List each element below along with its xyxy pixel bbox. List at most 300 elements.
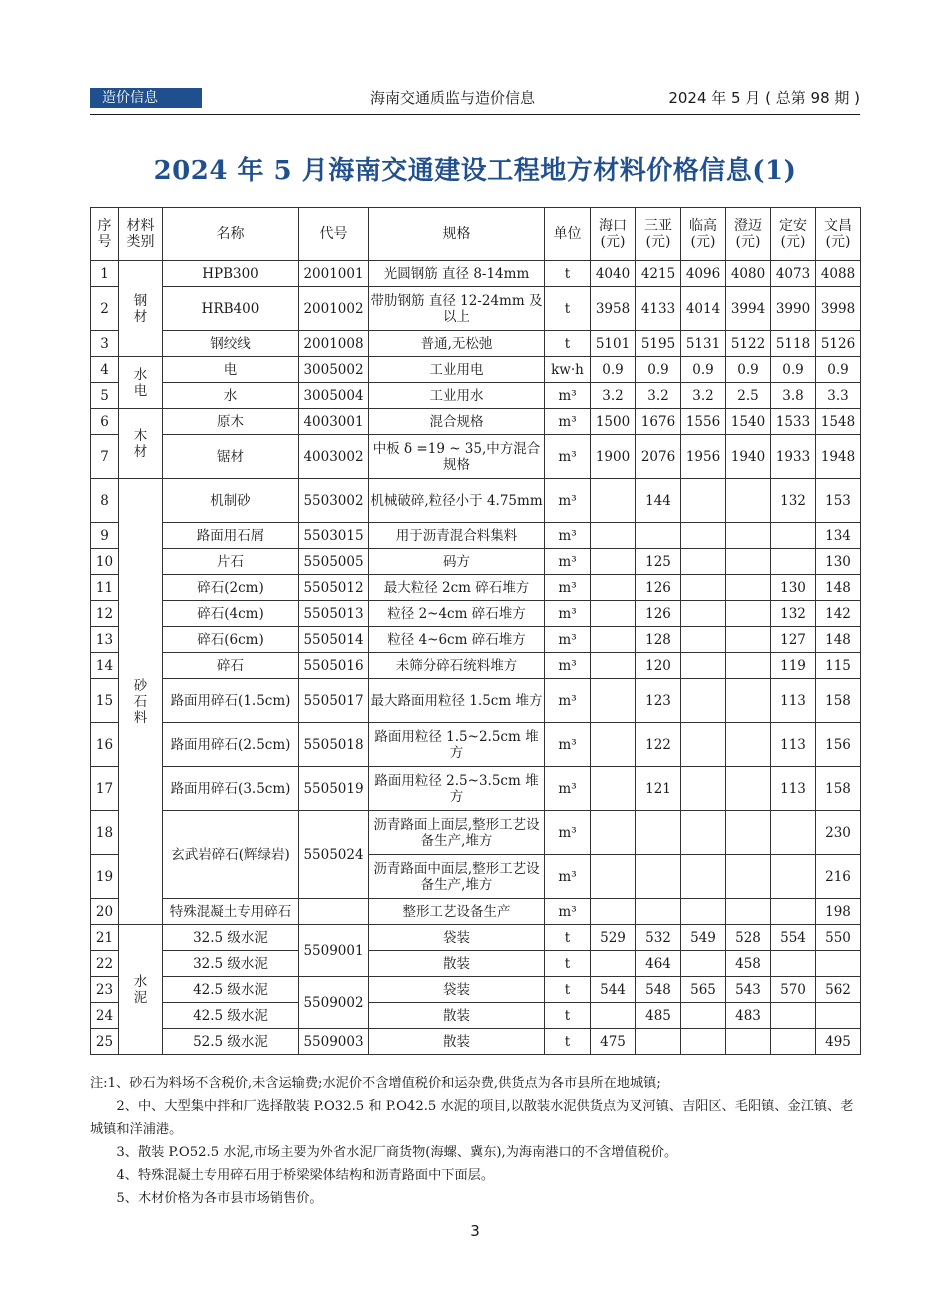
row-name: 碎石	[163, 653, 299, 679]
row-spec: 散装	[369, 1003, 545, 1029]
price-lingao	[681, 855, 726, 899]
price-haikou: 544	[591, 977, 636, 1003]
table-row	[91, 811, 861, 855]
row-code: 5505019	[299, 767, 369, 811]
price-sanya: 128	[636, 627, 681, 653]
row-spec: 光圆钢筋 直径 8-14mm	[369, 261, 545, 287]
category-char: 料	[133, 709, 148, 726]
price-dingan: 113	[771, 767, 816, 811]
price-lingao: 4096	[681, 261, 726, 287]
row-seq: 13	[91, 627, 119, 653]
price-wenchang: 230	[816, 811, 861, 855]
row-name: HRB400	[163, 287, 299, 331]
header-unit: 单位	[545, 208, 591, 261]
table-row	[91, 287, 861, 331]
price-sanya: 3.2	[636, 383, 681, 409]
price-wenchang: 153	[816, 479, 861, 523]
category-cell	[119, 409, 163, 479]
row-seq: 19	[91, 855, 119, 899]
section-tag: 造价信息	[90, 88, 202, 108]
price-dingan: 127	[771, 627, 816, 653]
price-lingao	[681, 479, 726, 523]
row-unit: t	[545, 977, 591, 1003]
price-dingan: 113	[771, 723, 816, 767]
price-dingan: 0.9	[771, 357, 816, 383]
price-chengmai	[726, 523, 771, 549]
row-spec: 沥青路面中面层,整形工艺设备生产,堆方	[369, 855, 545, 899]
row-name: 路面用碎石(3.5cm)	[163, 767, 299, 811]
price-lingao	[681, 1029, 726, 1055]
page-number: 3	[470, 1222, 480, 1240]
row-unit: t	[545, 1003, 591, 1029]
header-spec: 规格	[369, 208, 545, 261]
price-haikou: 475	[591, 1029, 636, 1055]
header-city-lingao: 临高 (元)	[681, 208, 726, 261]
row-seq: 20	[91, 899, 119, 925]
price-chengmai: 458	[726, 951, 771, 977]
price-chengmai	[726, 811, 771, 855]
row-spec: 袋装	[369, 925, 545, 951]
price-wenchang: 148	[816, 627, 861, 653]
price-chengmai: 1940	[726, 435, 771, 479]
price-sanya: 5195	[636, 331, 681, 357]
price-sanya: 121	[636, 767, 681, 811]
row-name: 碎石(2cm)	[163, 575, 299, 601]
price-haikou	[591, 479, 636, 523]
row-name: 碎石(4cm)	[163, 601, 299, 627]
price-sanya: 0.9	[636, 357, 681, 383]
price-dingan	[771, 951, 816, 977]
note-4: 4、特殊混凝土专用碎石用于桥梁梁体结构和沥青路面中下面层。	[116, 1168, 495, 1183]
row-spec: 沥青路面上面层,整形工艺设备生产,堆方	[369, 811, 545, 855]
row-unit: m³	[545, 723, 591, 767]
price-sanya	[636, 811, 681, 855]
price-lingao: 4014	[681, 287, 726, 331]
row-unit: m³	[545, 383, 591, 409]
row-spec: 普通,无松弛	[369, 331, 545, 357]
price-haikou	[591, 523, 636, 549]
price-haikou	[591, 951, 636, 977]
price-dingan	[771, 855, 816, 899]
row-name: 路面用碎石(2.5cm)	[163, 723, 299, 767]
price-lingao	[681, 627, 726, 653]
row-code: 4003002	[299, 435, 369, 479]
price-sanya: 1676	[636, 409, 681, 435]
row-code: 5505016	[299, 653, 369, 679]
row-name: 路面用碎石(1.5cm)	[163, 679, 299, 723]
price-lingao	[681, 899, 726, 925]
price-sanya: 464	[636, 951, 681, 977]
header-code: 代号	[299, 208, 369, 261]
price-wenchang: 216	[816, 855, 861, 899]
price-sanya: 126	[636, 601, 681, 627]
price-wenchang: 158	[816, 679, 861, 723]
category-char: 水	[133, 366, 148, 383]
row-unit: m³	[545, 653, 591, 679]
row-unit: m³	[545, 855, 591, 899]
row-seq: 17	[91, 767, 119, 811]
row-name: 原木	[163, 409, 299, 435]
price-lingao	[681, 549, 726, 575]
row-code: 5505012	[299, 575, 369, 601]
category-char: 木	[133, 427, 148, 444]
price-wenchang: 495	[816, 1029, 861, 1055]
row-code: 5509002	[299, 977, 369, 1029]
price-wenchang: 1548	[816, 409, 861, 435]
price-sanya	[636, 855, 681, 899]
row-seq: 4	[91, 357, 119, 383]
price-dingan: 570	[771, 977, 816, 1003]
price-table	[90, 207, 861, 1055]
row-unit: m³	[545, 479, 591, 523]
table-row	[91, 331, 861, 357]
price-lingao	[681, 601, 726, 627]
price-dingan: 132	[771, 601, 816, 627]
row-seq: 23	[91, 977, 119, 1003]
row-code: 2001002	[299, 287, 369, 331]
price-lingao	[681, 1003, 726, 1029]
category-char: 水	[133, 973, 148, 990]
note-3: 3、散装 P.O52.5 水泥,市场主要为外省水泥厂商货物(海螺、冀东),为海南港口的不含增值税价。	[116, 1145, 678, 1160]
price-sanya: 120	[636, 653, 681, 679]
row-spec: 最大路面用粒径 1.5cm 堆方	[369, 679, 545, 723]
category-char: 电	[133, 382, 148, 399]
price-haikou: 3958	[591, 287, 636, 331]
price-sanya: 4133	[636, 287, 681, 331]
row-spec: 路面用粒径 1.5~2.5cm 堆方	[369, 723, 545, 767]
price-wenchang	[816, 1003, 861, 1029]
row-seq: 25	[91, 1029, 119, 1055]
row-seq: 2	[91, 287, 119, 331]
table-row	[91, 261, 861, 287]
row-unit: t	[545, 287, 591, 331]
row-name: 42.5 级水泥	[163, 977, 299, 1003]
table-row	[91, 767, 861, 811]
row-code: 2001008	[299, 331, 369, 357]
price-wenchang: 3998	[816, 287, 861, 331]
price-haikou	[591, 679, 636, 723]
price-wenchang: 156	[816, 723, 861, 767]
row-seq: 11	[91, 575, 119, 601]
row-seq: 9	[91, 523, 119, 549]
row-seq: 7	[91, 435, 119, 479]
price-dingan	[771, 1029, 816, 1055]
row-code: 3005004	[299, 383, 369, 409]
row-unit: t	[545, 925, 591, 951]
price-dingan: 119	[771, 653, 816, 679]
row-spec: 散装	[369, 1029, 545, 1055]
table-row	[91, 951, 861, 977]
price-haikou	[591, 767, 636, 811]
price-dingan	[771, 899, 816, 925]
price-sanya	[636, 523, 681, 549]
price-sanya	[636, 899, 681, 925]
page-title: 2024 年 5 月海南交通建设工程地方材料价格信息(1)	[153, 156, 797, 186]
row-unit: m³	[545, 575, 591, 601]
price-wenchang: 1948	[816, 435, 861, 479]
row-seq: 24	[91, 1003, 119, 1029]
row-name: 锯材	[163, 435, 299, 479]
row-spec: 码方	[369, 549, 545, 575]
table-row	[91, 679, 861, 723]
price-lingao	[681, 653, 726, 679]
price-wenchang: 198	[816, 899, 861, 925]
price-sanya	[636, 1029, 681, 1055]
price-haikou	[591, 653, 636, 679]
row-unit: m³	[545, 899, 591, 925]
row-name: 钢绞线	[163, 331, 299, 357]
price-lingao: 1556	[681, 409, 726, 435]
price-dingan: 1933	[771, 435, 816, 479]
row-code: 5505017	[299, 679, 369, 723]
row-unit: m³	[545, 627, 591, 653]
price-chengmai: 3994	[726, 287, 771, 331]
row-name: 32.5 级水泥	[163, 951, 299, 977]
note-1: 注:1、砂石为料场不含税价,未含运输费;水泥价不含增值税价和运杂费,供货点为各市县所在地城镇;	[90, 1076, 661, 1091]
table-row	[91, 357, 861, 383]
row-code: 5505024	[299, 811, 369, 899]
row-unit: m³	[545, 409, 591, 435]
page-header	[90, 86, 860, 115]
price-dingan	[771, 549, 816, 575]
price-chengmai	[726, 479, 771, 523]
price-dingan: 130	[771, 575, 816, 601]
price-lingao: 1956	[681, 435, 726, 479]
row-seq: 8	[91, 479, 119, 523]
row-code: 5503002	[299, 479, 369, 523]
row-code: 5505013	[299, 601, 369, 627]
price-sanya: 123	[636, 679, 681, 723]
row-seq: 21	[91, 925, 119, 951]
row-spec: 带肋钢筋 直径 12-24mm 及以上	[369, 287, 545, 331]
row-seq: 3	[91, 331, 119, 357]
category-cell	[119, 357, 163, 409]
price-dingan	[771, 811, 816, 855]
price-chengmai: 0.9	[726, 357, 771, 383]
header-city-haikou: 海口 (元)	[591, 208, 636, 261]
price-chengmai: 2.5	[726, 383, 771, 409]
row-seq: 1	[91, 261, 119, 287]
row-unit: m³	[545, 811, 591, 855]
price-chengmai	[726, 575, 771, 601]
price-sanya: 126	[636, 575, 681, 601]
price-haikou: 1900	[591, 435, 636, 479]
price-haikou	[591, 601, 636, 627]
row-code: 5505018	[299, 723, 369, 767]
row-unit: t	[545, 1029, 591, 1055]
price-chengmai	[726, 767, 771, 811]
note-2: 2、中、大型集中拌和厂选择散装 P.O32.5 和 P.O42.5 水泥的项目,以散装水泥供货点为叉河镇、吉阳区、毛阳镇、金江镇、老城镇和洋浦港。	[90, 1099, 854, 1137]
price-wenchang: 130	[816, 549, 861, 575]
row-name: 特殊混凝土专用碎石	[163, 899, 299, 925]
row-seq: 10	[91, 549, 119, 575]
price-haikou	[591, 1003, 636, 1029]
header-city-chengmai: 澄迈 (元)	[726, 208, 771, 261]
table-row	[91, 409, 861, 435]
row-unit: m³	[545, 679, 591, 723]
table-row	[91, 383, 861, 409]
row-name: HPB300	[163, 261, 299, 287]
table-row	[91, 1029, 861, 1055]
row-spec: 未筛分碎石统料堆方	[369, 653, 545, 679]
price-haikou: 529	[591, 925, 636, 951]
price-haikou	[591, 627, 636, 653]
row-unit: t	[545, 951, 591, 977]
price-chengmai	[726, 627, 771, 653]
row-spec: 工业用水	[369, 383, 545, 409]
price-chengmai	[726, 549, 771, 575]
price-haikou	[591, 899, 636, 925]
row-name: 机制砂	[163, 479, 299, 523]
table-row	[91, 977, 861, 1003]
row-name: 32.5 级水泥	[163, 925, 299, 951]
row-code: 5505005	[299, 549, 369, 575]
price-chengmai: 483	[726, 1003, 771, 1029]
table-row	[91, 627, 861, 653]
row-unit: m³	[545, 435, 591, 479]
price-lingao	[681, 767, 726, 811]
price-wenchang: 158	[816, 767, 861, 811]
price-lingao	[681, 951, 726, 977]
price-dingan: 554	[771, 925, 816, 951]
price-dingan: 3.8	[771, 383, 816, 409]
category-cell	[119, 479, 163, 925]
price-haikou	[591, 723, 636, 767]
notes	[90, 1072, 860, 1210]
price-wenchang: 0.9	[816, 357, 861, 383]
row-name: 玄武岩碎石(辉绿岩)	[163, 811, 299, 899]
price-haikou: 4040	[591, 261, 636, 287]
category-cell	[119, 925, 163, 1055]
row-code: 5509001	[299, 925, 369, 977]
table-row	[91, 899, 861, 925]
price-chengmai: 4080	[726, 261, 771, 287]
table-row	[91, 925, 861, 951]
price-haikou	[591, 575, 636, 601]
price-wenchang: 115	[816, 653, 861, 679]
price-wenchang	[816, 951, 861, 977]
price-sanya: 532	[636, 925, 681, 951]
price-chengmai	[726, 679, 771, 723]
price-sanya: 125	[636, 549, 681, 575]
price-sanya: 548	[636, 977, 681, 1003]
price-lingao	[681, 679, 726, 723]
table-row	[91, 723, 861, 767]
price-haikou	[591, 549, 636, 575]
row-unit: kw·h	[545, 357, 591, 383]
row-seq: 14	[91, 653, 119, 679]
price-dingan	[771, 523, 816, 549]
row-spec: 整形工艺设备生产	[369, 899, 545, 925]
row-spec: 中板 δ =19 ~ 35,中方混合规格	[369, 435, 545, 479]
table-row	[91, 549, 861, 575]
category-char: 钢	[133, 292, 148, 309]
table-row	[91, 575, 861, 601]
price-dingan: 3990	[771, 287, 816, 331]
row-seq: 15	[91, 679, 119, 723]
row-spec: 最大粒径 2cm 碎石堆方	[369, 575, 545, 601]
price-dingan: 132	[771, 479, 816, 523]
price-sanya: 122	[636, 723, 681, 767]
table-row	[91, 435, 861, 479]
price-lingao	[681, 523, 726, 549]
price-haikou: 3.2	[591, 383, 636, 409]
category-char: 材	[133, 308, 148, 325]
price-wenchang: 134	[816, 523, 861, 549]
price-chengmai: 528	[726, 925, 771, 951]
issue-info: 2024 年 5 月 ( 总第 98 期 )	[668, 89, 860, 107]
price-haikou	[591, 855, 636, 899]
row-name: 电	[163, 357, 299, 383]
price-lingao	[681, 723, 726, 767]
header-seq: 序 号	[91, 208, 119, 261]
row-seq: 6	[91, 409, 119, 435]
row-seq: 16	[91, 723, 119, 767]
row-spec: 袋装	[369, 977, 545, 1003]
row-spec: 用于沥青混合料集料	[369, 523, 545, 549]
row-unit: m³	[545, 601, 591, 627]
price-lingao: 0.9	[681, 357, 726, 383]
price-lingao	[681, 811, 726, 855]
category-char: 石	[133, 693, 148, 710]
row-unit: t	[545, 261, 591, 287]
table-row	[91, 601, 861, 627]
row-code: 5505014	[299, 627, 369, 653]
category-char: 砂	[133, 677, 148, 694]
row-unit: m³	[545, 523, 591, 549]
price-lingao: 565	[681, 977, 726, 1003]
price-wenchang: 4088	[816, 261, 861, 287]
row-spec: 工业用电	[369, 357, 545, 383]
price-sanya: 485	[636, 1003, 681, 1029]
row-code: 4003001	[299, 409, 369, 435]
price-wenchang: 5126	[816, 331, 861, 357]
price-lingao: 549	[681, 925, 726, 951]
category-char: 泥	[133, 989, 148, 1006]
price-lingao	[681, 575, 726, 601]
price-chengmai	[726, 723, 771, 767]
row-code: 2001001	[299, 261, 369, 287]
price-wenchang: 148	[816, 575, 861, 601]
journal-name: 海南交通质监与造价信息	[370, 89, 536, 107]
price-lingao: 5131	[681, 331, 726, 357]
price-chengmai: 543	[726, 977, 771, 1003]
price-wenchang: 3.3	[816, 383, 861, 409]
row-code: 5503015	[299, 523, 369, 549]
row-name: 水	[163, 383, 299, 409]
row-code: 5509003	[299, 1029, 369, 1055]
row-code: 3005002	[299, 357, 369, 383]
table-row	[91, 523, 861, 549]
table-header-row	[91, 208, 861, 261]
row-code	[299, 899, 369, 925]
price-dingan: 4073	[771, 261, 816, 287]
row-name: 42.5 级水泥	[163, 1003, 299, 1029]
row-seq: 22	[91, 951, 119, 977]
table-row	[91, 653, 861, 679]
row-unit: t	[545, 331, 591, 357]
header-name: 名称	[163, 208, 299, 261]
price-chengmai: 1540	[726, 409, 771, 435]
row-spec: 机械破碎,粒径小于 4.75mm	[369, 479, 545, 523]
row-name: 碎石(6cm)	[163, 627, 299, 653]
price-dingan: 113	[771, 679, 816, 723]
price-haikou: 0.9	[591, 357, 636, 383]
price-wenchang: 142	[816, 601, 861, 627]
table-row	[91, 1003, 861, 1029]
row-spec: 散装	[369, 951, 545, 977]
row-name: 片石	[163, 549, 299, 575]
